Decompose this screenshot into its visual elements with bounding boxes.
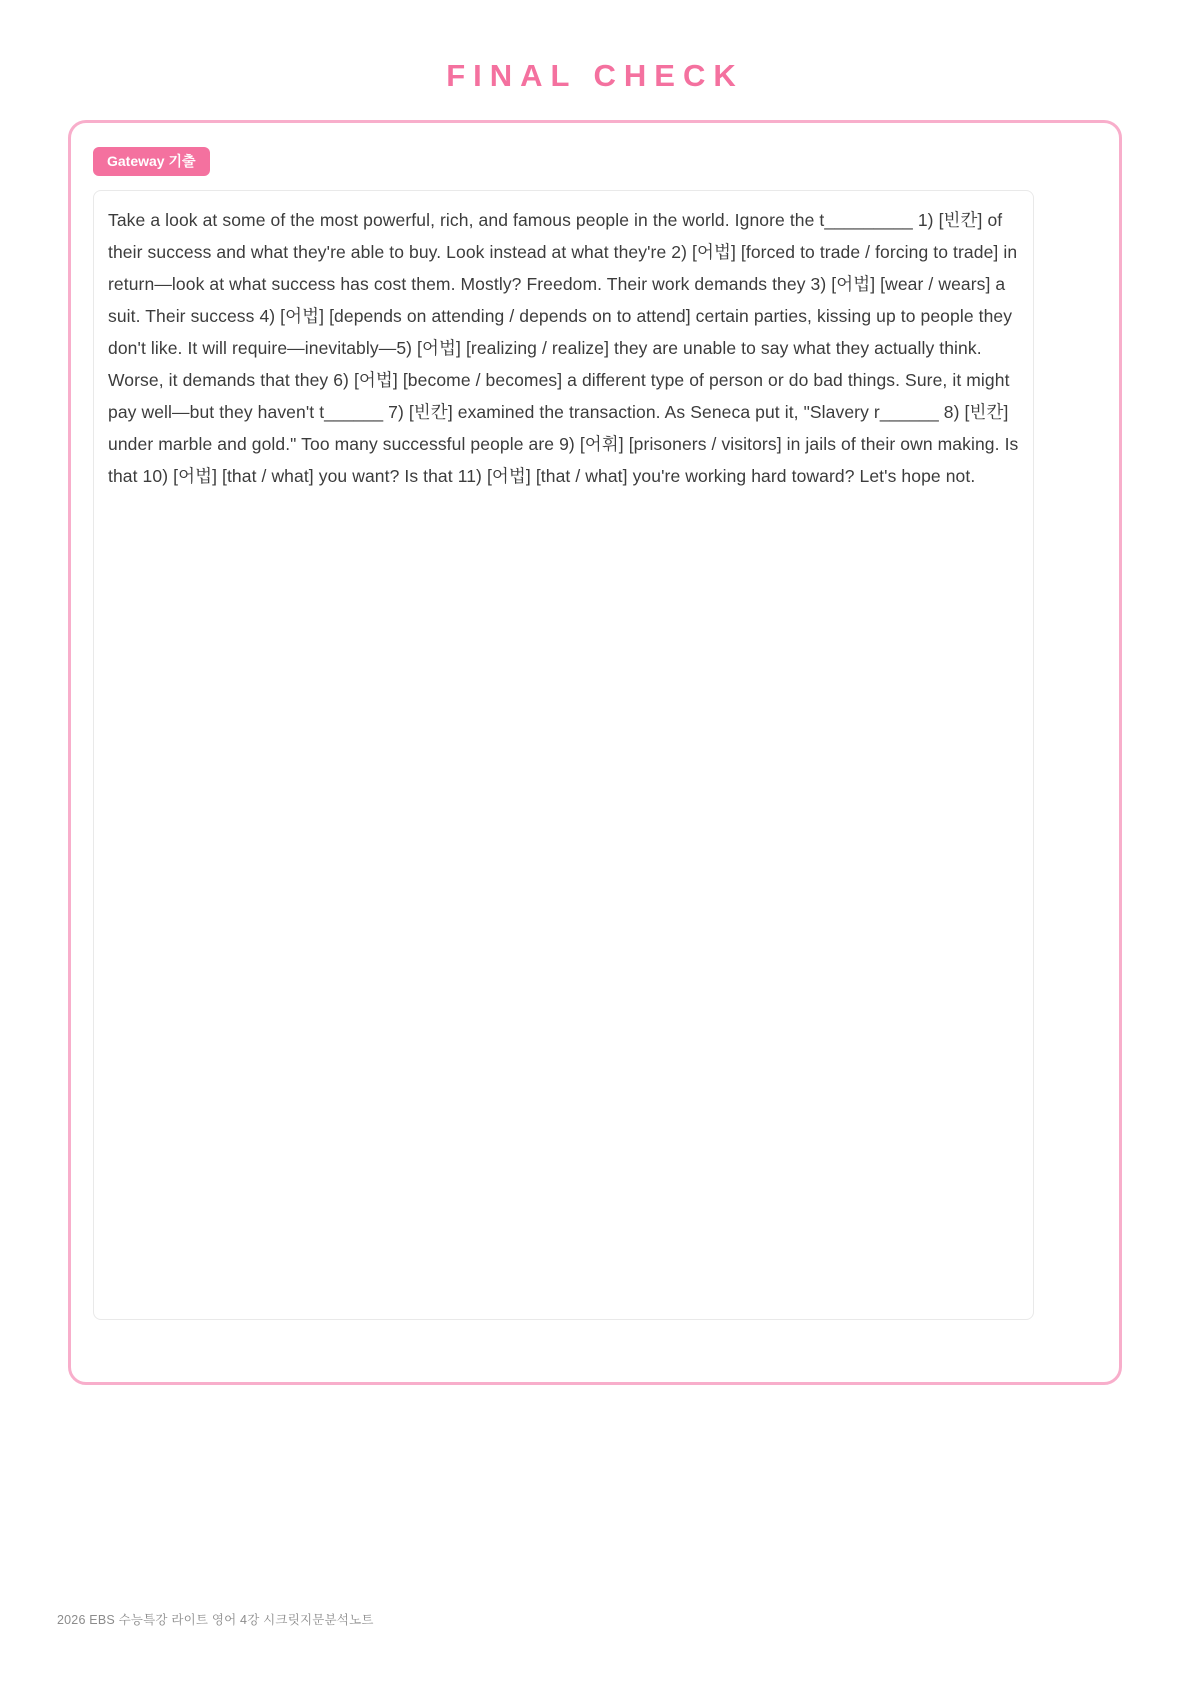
passage-box — [93, 190, 1034, 1320]
gateway-badge: Gateway 기출 — [93, 147, 210, 176]
footer-credit: 2026 EBS 수능특강 라이트 영어 4강 시크릿지문분석노트 — [57, 1613, 374, 1627]
gateway-section-box — [68, 120, 1122, 1385]
passage-text: Take a look at some of the most powerful, rich, and famous people in the world. Ignore the t_________ 1) [빈칸] of their success and what they're able to buy. Look instead at what they're 2) [어법] [forced to trade / forcing to trade] in return—look at what success has cost them. Mostly? Freedom. Their work demands they 3) [어법] [wear / wears] a suit. Their success 4) [어법] [depends on attending / depends on to attend] certain parties, kissing up to people they don't like. It will require—inevitably—5) [어법] [realizing / realize] they are unable to say what they actually think. Worse, it demands that they 6) [어법] [become / becomes] a different type of person or do bad things. Sure, it might pay well—but they haven't t______ 7) [빈칸] examined the transaction. As Seneca put it, "Slavery r______ 8) [빈칸] under marble and gold." Too many successful people are 9) [어휘] [prisoners / visitors] in jails of their own making. Is that 10) [어법] [that / what] you want? Is that 11) [어법] [that / what] you're working hard toward? Let's hope not. — [108, 210, 1019, 486]
page-title: FINAL CHECK — [446, 58, 744, 93]
